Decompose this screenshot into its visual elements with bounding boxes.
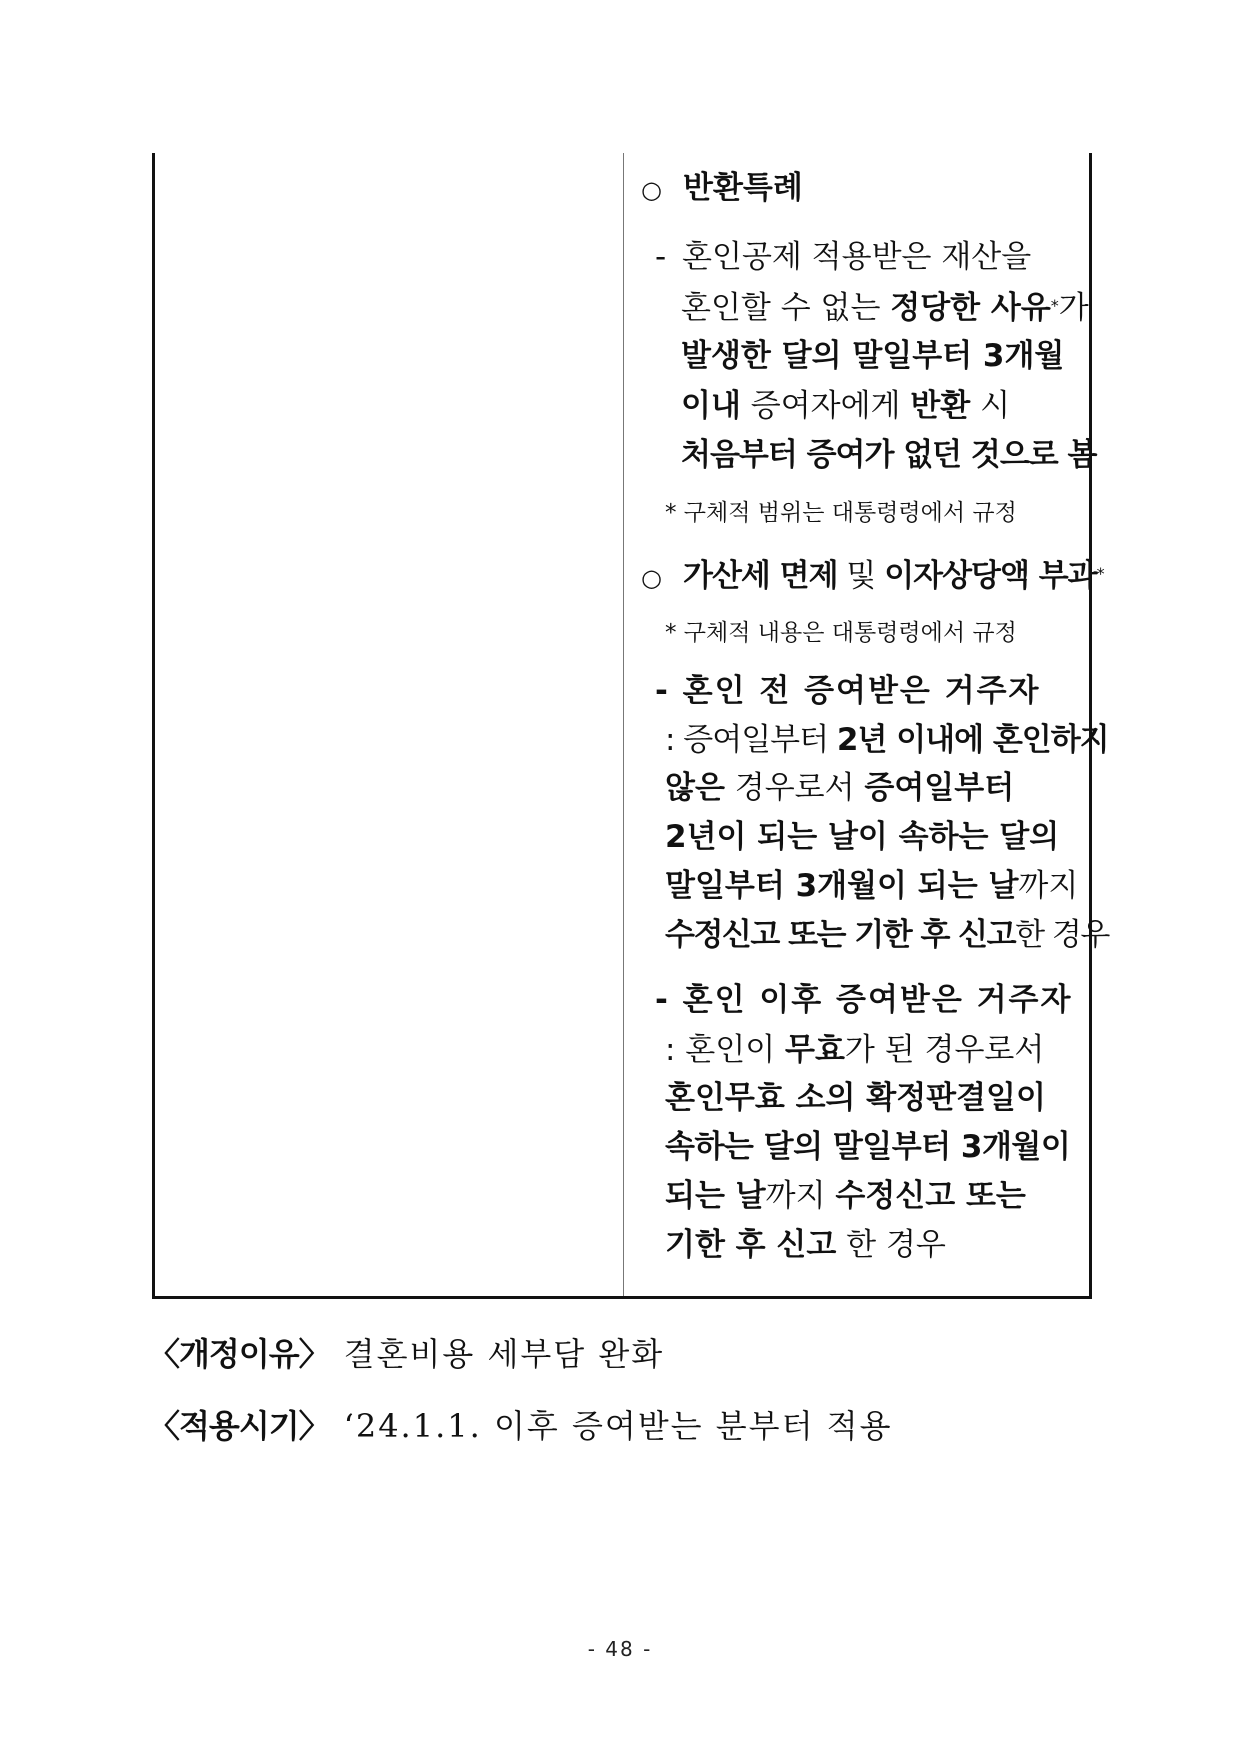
before-marriage-line-4: 말일부터 3개월이 되는 날까지 xyxy=(665,868,1079,904)
section-return-title: ○ 반환특례 xyxy=(641,168,803,210)
section-return-line-4: 이내 증여자에게 반환 시 xyxy=(681,388,1011,424)
section-return-line-2: 혼인할 수 없는 정당한 사유*가 xyxy=(681,290,1089,326)
section-return-note: * 구체적 범위는 대통령령에서 규정 xyxy=(665,500,1017,526)
before-marriage-line-3: 2년이 되는 날이 속하는 달의 xyxy=(665,819,1060,855)
section-return-line-5: 처음부터 증여가 없던 것으로 봄 xyxy=(681,437,1097,473)
amendment-reason-value: 결혼비용 세부담 완화 xyxy=(343,1335,665,1373)
table-right-column xyxy=(625,153,1109,1296)
amendment-reason-label: 〈개정이유〉 xyxy=(148,1335,330,1373)
circle-bullet-icon: ○ xyxy=(641,564,661,592)
before-marriage-line-1: : 증여일부터 2년 이내에 혼인하지 xyxy=(665,722,1109,758)
effective-date xyxy=(148,1404,893,1448)
before-marriage-line-2: 않은 경우로서 증여일부터 xyxy=(665,770,1015,806)
section-return-line-3: 발생한 달의 말일부터 3개월 xyxy=(681,338,1065,374)
after-marriage-line-2: 혼인무효 소의 확정판결일이 xyxy=(665,1080,1046,1116)
table-left-column xyxy=(155,153,624,1296)
after-marriage-line-5: 기한 후 신고 한 경우 xyxy=(665,1227,946,1263)
section-penalty-note: * 구체적 내용은 대통령령에서 규정 xyxy=(665,620,1017,646)
before-marriage-heading: - 혼인 전 증여받은 거주자 xyxy=(655,673,1041,709)
amendment-reason xyxy=(148,1332,664,1376)
after-marriage-line-3: 속하는 달의 말일부터 3개월이 xyxy=(665,1129,1071,1165)
after-marriage-line-1: : 혼인이 무효가 된 경우로서 xyxy=(665,1032,1045,1068)
effective-date-value: ‘24.1.1. 이후 증여받는 분부터 적용 xyxy=(343,1407,893,1445)
before-marriage-line-5: 수정신고 또는 기한 후 신고한 경우 xyxy=(665,917,1109,953)
effective-date-label: 〈적용시기〉 xyxy=(148,1407,330,1445)
after-marriage-line-4: 되는 날까지 수정신고 또는 xyxy=(665,1178,1026,1214)
section-return-line-1: - 혼인공제 적용받은 재산을 xyxy=(655,239,1032,275)
section-penalty-title: ○ 가산세 면제 및 이자상당액 부과* xyxy=(641,556,1104,598)
page-number: - 48 - xyxy=(587,1637,653,1661)
amendment-table xyxy=(152,153,1109,1299)
after-marriage-heading: - 혼인 이후 증여받은 거주자 xyxy=(655,982,1073,1018)
circle-bullet-icon: ○ xyxy=(641,176,662,204)
